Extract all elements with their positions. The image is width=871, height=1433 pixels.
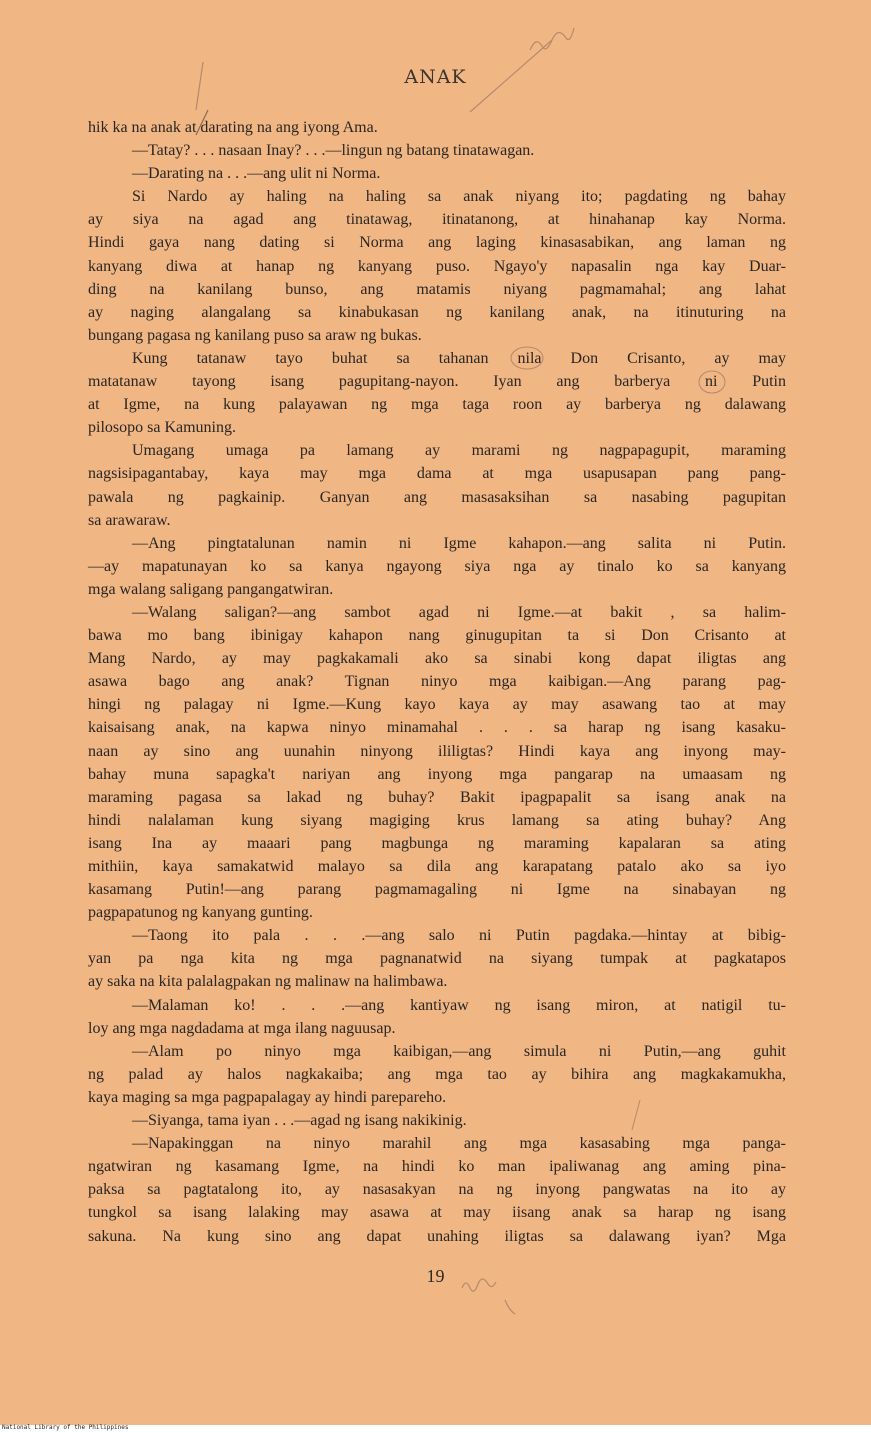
text-line: mga walang saligang pangangatwiran. bbox=[88, 580, 334, 598]
text-line: —Ang pingtatalunan namin ni Igme kahapon.—ang salita ni Putin. bbox=[132, 534, 786, 552]
text-line: hik ka na anak at darating na ang iyong Ama. bbox=[88, 119, 378, 136]
text-line: Si Nardo ay haling na haling sa anak niyang ito; pagdating ng bahay bbox=[132, 188, 786, 206]
text-line: ay siya na agad ang tinatawag, itinatanong, at hinahanap kay Norma. bbox=[88, 211, 786, 229]
text-line: —Malaman ko! . . .—ang kantiyaw ng isang miron, at natigil tu- bbox=[132, 996, 786, 1014]
text-line: tungkol sa isang lalaking may asawa at may iisang anak sa harap ng isang bbox=[88, 1204, 786, 1222]
text-line: sakuna. Na kung sino ang dapat unahing iligtas sa dalawang iyan? Mga bbox=[88, 1227, 786, 1245]
text-line: —Siyanga, tama iyan . . .—agad ng isang nakikinig. bbox=[132, 1112, 467, 1130]
text-line: kanyang diwa at hanap ng kanyang puso. Ngayo'y napasalin nga kay Duar- bbox=[88, 257, 786, 275]
page-number: 19 bbox=[426, 1266, 445, 1286]
text-line: bahay muna sapagka't nariyan ang inyong mga pangarap na umaasam ng bbox=[88, 765, 786, 783]
pencil-scribble-top bbox=[530, 28, 574, 50]
text-line: kasamang Putin!—ang parang pagmamagaling ni Igme na sinabayan ng bbox=[88, 881, 786, 899]
text-line: loy ang mga nagdadama at mga ilang naguusap. bbox=[88, 1019, 396, 1037]
text-line: —ay mapatunayan ko sa kanya ngayong siya nga ay tinalo ko sa kanyang bbox=[88, 557, 786, 575]
text-line: Mang Nardo, ay may pagkakamali ako sa sinabi kong dapat iligtas ang bbox=[88, 650, 786, 668]
footer-bar bbox=[0, 1425, 871, 1433]
running-head: ANAK bbox=[404, 66, 467, 88]
text-line: pagpapatunog ng kanyang gunting. bbox=[88, 904, 313, 922]
text-line: isang Ina ay maaari pang magbunga ng maraming kapalaran sa ating bbox=[88, 834, 786, 852]
text-line: at Igme, na kung palayawan ng mga taga roon ay barberya ng dalawang bbox=[88, 396, 786, 414]
text-line: bungang pagasa ng kanilang puso sa araw ng bukas. bbox=[88, 326, 422, 344]
text-line: pilosopo sa Kamuning. bbox=[88, 419, 236, 437]
text-line: Hindi gaya nang dating si Norma ang laging kinasasabikan, ang laman ng bbox=[88, 234, 786, 252]
text-line: —Tatay? . . . nasaan Inay? . . .—lingun ng batang tinatawagan. bbox=[132, 142, 535, 160]
text-line: paksa sa pagtatalong ito, ay nasasakyan na ng inyong pangwatas na ito ay bbox=[88, 1181, 786, 1199]
text-line: kaisaisang anak, na kapwa ninyo minamahal . . . sa harap ng isang kasaku- bbox=[88, 719, 786, 737]
text-line: bawa mo bang ibinigay kahapon nang ginugupitan ta si Don Crisanto at bbox=[88, 627, 786, 645]
text-line: yan pa nga kita ng mga pagnanatwid na siyang tumpak at pagkatapos bbox=[88, 950, 786, 968]
text-line: ngatwiran ng kasamang Igme, na hindi ko man ipaliwanag ang aming pina- bbox=[88, 1158, 786, 1176]
text-line: pawala ng pagkainip. Ganyan ang masasaksihan sa nasabing pagupitan bbox=[88, 488, 786, 506]
text-line: ay naging alangalang sa kinabukasan ng kanilang anak, na itinuturing na bbox=[88, 303, 786, 321]
text-line: —Napakinggan na ninyo marahil ang mga kasasabing mga panga- bbox=[132, 1135, 786, 1153]
body-text bbox=[88, 116, 786, 1248]
text-line: —Darating na . . .—ang ulit ni Norma. bbox=[132, 165, 381, 183]
text-line: —Alam po ninyo mga kaibigan,—ang simula ni Putin,—ang guhit bbox=[132, 1042, 786, 1060]
text-line: ng palad ay halos nagkakaiba; ang mga tao ay bihira ang magkakamukha, bbox=[88, 1065, 786, 1083]
text-line: sa arawaraw. bbox=[88, 511, 171, 529]
library-credit: National Library of the Philippines bbox=[2, 1424, 129, 1431]
text-line: hingi ng palagay ni Igme.—Kung kayo kaya ay may asawang tao at may bbox=[88, 696, 786, 714]
text-line: matatanaw tayong isang pagupitang-nayon. Iyan ang barberya ni Putin bbox=[88, 373, 786, 391]
text-line: naan ay sino ang uunahin ninyong ililigtas? Hindi kaya ang inyong may- bbox=[88, 742, 786, 760]
text-line: hindi nalalaman kung siyang magiging krus lamang sa ating buhay? Ang bbox=[88, 811, 786, 829]
text-line: Kung tatanaw tayo buhat sa tahanan nila Don Crisanto, ay may bbox=[132, 349, 786, 367]
text-line: Umagang umaga pa lamang ay marami ng nagpapagupit, maraming bbox=[132, 442, 786, 460]
text-line: —Taong ito pala . . .—ang salo ni Putin pagdaka.—hintay at bibig- bbox=[132, 927, 786, 945]
text-line: ding na kanilang bunso, ang matamis niyang pagmamahal; ang lahat bbox=[88, 280, 786, 298]
text-line: —Walang saligan?—ang sambot agad ni Igme.—at bakit , sa halim- bbox=[132, 603, 786, 621]
text-line: asawa bago ang anak? Tignan ninyo mga kaibigan.—Ang parang pag- bbox=[88, 673, 786, 691]
text-line: kaya maging sa mga pagpapalagay ay hindi parepareho. bbox=[88, 1088, 447, 1106]
text-line: maraming pagasa sa lakad ng buhay? Bakit ipagpapalit sa isang anak na bbox=[88, 788, 786, 806]
text-line: nagsisipagantabay, kaya may mga dama at mga usapusapan pang pang- bbox=[88, 465, 786, 483]
pencil-tail-bottom bbox=[505, 1300, 515, 1314]
text-line: mithiin, kaya samakatwid malayo sa dila ang karapatang patalo ako sa iyo bbox=[88, 858, 786, 875]
text-line: ay saka na kita palalagpakan ng malinaw na halimbawa. bbox=[88, 973, 448, 991]
